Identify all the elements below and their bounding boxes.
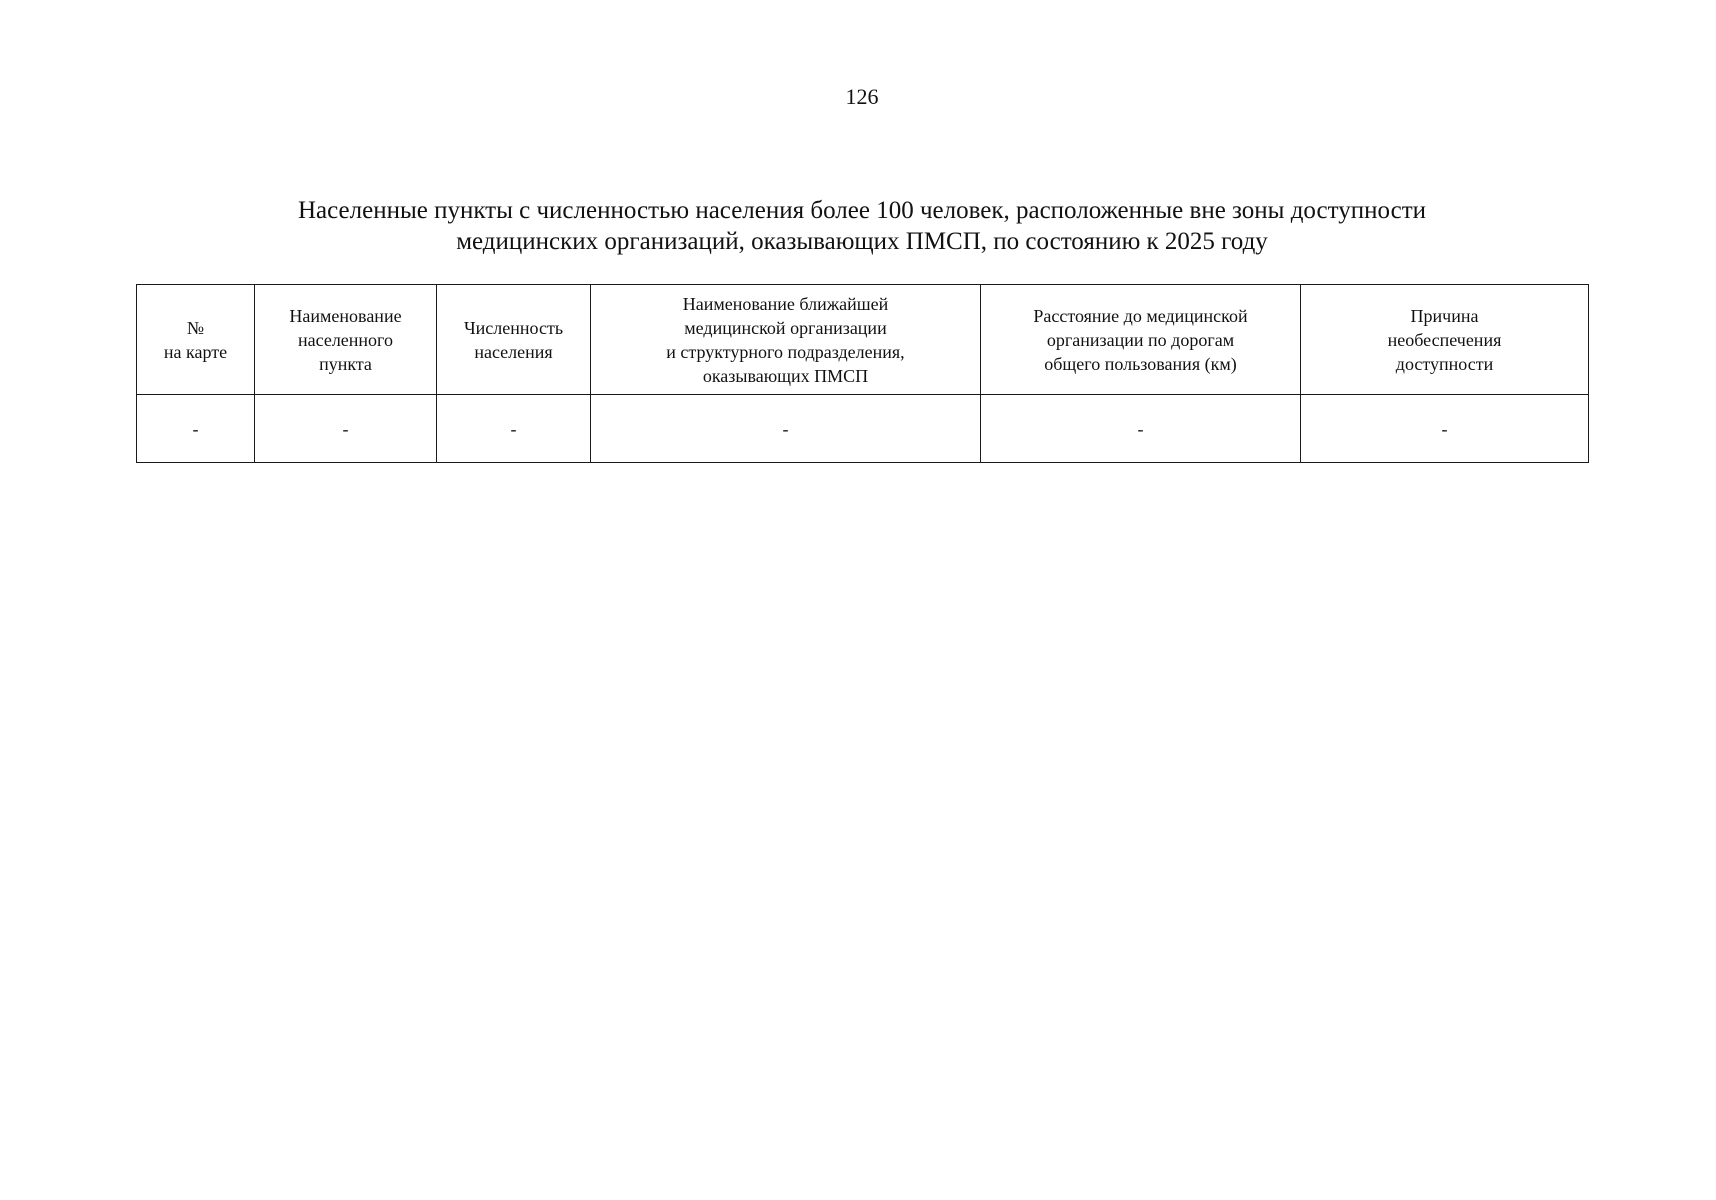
cell-settlement-name: -	[255, 395, 437, 463]
cell-population: -	[437, 395, 591, 463]
header-nearest-medical-organization: Наименование ближайшей медицинской организации и структурного подразделения, оказывающих ПМСП	[591, 285, 981, 395]
cell-map-number: -	[137, 395, 255, 463]
header-accessibility-reason: Причина необеспечения доступности	[1301, 285, 1589, 395]
header-map-number: № на карте	[137, 285, 255, 395]
table-row	[137, 395, 1589, 463]
cell-accessibility-reason: -	[1301, 395, 1589, 463]
header-settlement-name: Наименование населенного пункта	[255, 285, 437, 395]
header-population: Численность населения	[437, 285, 591, 395]
table-header-row	[137, 285, 1589, 395]
cell-nearest-medical-organization: -	[591, 395, 981, 463]
page-number: 126	[845, 84, 879, 109]
cell-distance-km: -	[981, 395, 1301, 463]
document-title	[150, 195, 1574, 257]
settlements-table	[136, 284, 1589, 463]
document-title-line-2: медицинских организаций, оказывающих ПМСП, по состоянию к 2025 году	[456, 228, 1268, 255]
document-title-line-1: Населенные пункты с численностью населения более 100 человек, расположенные вне зоны доступности	[297, 197, 1427, 224]
header-distance-km: Расстояние до медицинской организации по дорогам общего пользования (км)	[981, 285, 1301, 395]
